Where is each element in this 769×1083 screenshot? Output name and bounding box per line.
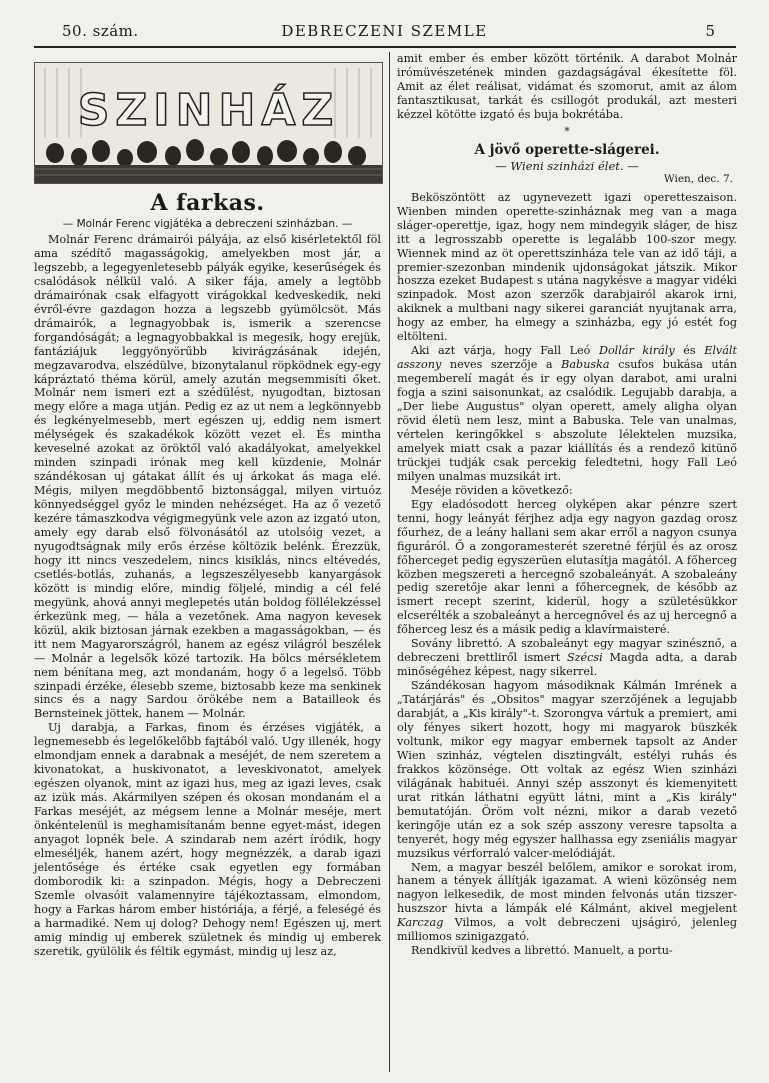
article-paragraph: Nem, a magyar beszél belőlem, amikor e sorokat irom, hanem a tények állítják igazamat. A wieni közönség nem nagyon lelkesedik, de most minden felvonás után tizszer-huszszor hivta a lámpák elé Kálmánt, akivel megjelent Karczag Vilmos, a volt debreczeni ujságiró, jelenleg milliomos szinigazgató. <box>397 860 737 944</box>
article-paragraph: Uj darabja, a Farkas, finom és érzéses vigjáték, a legnemesebb és legelőkelőbb fajtából való. Ugy illenék, hogy elmondjam ennek a darabnak a meséjét, de nem szeretem a kivonatokat, a huskivonatot, a leveskivonatot, amelyek egészen olyanok, mint az igazi hus, meg az igazi leves, csak az izük más. Akármilyen szépen és okosan mondanám el a Farkas meséjét, az mégsem lenne a Molnár meséje, mert önkéntelenül is meghamisítanám benne egyet-mást, idegen anyagot lopnék bele. A szindarab nem azért íródik, hogy elmeséljék, hanem azért, hogy megnézzék, a darab igazi jelentősége és értéke csak egyetlen egy formában domborodik ki: a szinpadon. Mégis, hogy a Debreczeni Szemle olvasóit valamennyire tájékoztassam, elmondom, hogy a Farkas három ember históriája, a férjé, a feleségé és a harmadiké. Nem uj dolog? Dehogy nem! Egészen uj, mert amig mindig uj emberek születnek és mindig uj emberek szeretik, gyülölik és féltik egymást, mindig uj lesz az, <box>34 721 381 958</box>
article-subtitle: — Molnár Ferenc vigjátéka a debreczeni szinházban. — <box>62 218 353 230</box>
name-karczag: Karczag <box>397 916 444 930</box>
dateline-place: — Wieni szinházi élet. — <box>495 158 639 173</box>
page-header <box>0 0 769 44</box>
article-paragraph: Sovány librettó. A szobaleányt egy magyar szinésznő, a debreczeni brettliről ismert Szécsi Magda adta, a darab minőségéhez képest, nagy sikerrel. <box>397 637 737 679</box>
article-paragraph: Szándékosan hagyom másodiknak Kálmán Imrének a „Tatárjárás" és „Obsitos" magyar szerzőjének a legujabb darabját, a „Kis király"-t. Szorongva vártuk a premiert, ami oly fényes sikert hozott, hogy mi magyarok büszkék voltunk, mikor egy magyar embernek tapsolt az Ander Wien szinház, végtelen disztingvált, estélyi ruhás és frakkos közönsége. Ott voltak az egész Wien szinházi világának habituéi. Annyi szép asszonyt és kiemenyitett urat ritkán láthatni együtt látni, mint a „Kis király" bemutatóján. Öröm volt nézni, mikor a darab vezető keringője után ez a sok szép asszony veresre tapsolta a tenyerét, hogy még egyszer hallhassa egy zseniális magyar muzsikus vérforraló valcer-melódiáját. <box>397 679 737 860</box>
article-paragraph: Beköszöntött az ugynevezett igazi operetteszaison. Wienben minden operette-szinháznak meg van a maga sláger-operettje, igaz, hogy nem mindegyik sláger, de hisz itt a legrosszabb operette is legalább 100-szor megy. Wiennek mind az öt operettszinháza tele van az idő táji, a premier-szezonban mindenik ujdonságokat játszik. Mikor hoszza ezeket Budapest s utána nagykésve a magyar vidéki szinpadok. Most azon szerzők darabjairól akarok irni, akiknek a multbani nagy sikerei garanciát nyujtanak arra, hogy az ember, ha elmegy a szinházba, egy jó estét fog eltölteni. <box>397 190 737 344</box>
title-dollar-kiraly: Dollár király <box>598 344 675 358</box>
article-paragraph: Rendkivül kedves a librettó. Manuelt, a portu- <box>411 944 673 958</box>
article-paragraph: Aki azt várja, hogy Fall Leó Dollár király és Elvált asszony neves szerzője a Babuska csufos bukása után megemberelí magát és ir egy olyan darabot, ami uralni fogja a szini saisonunkat, az csalódik. Legujabb darabja, a „Der liebe Augustus" olyan operett, amely aligha olyan rövid életü nem lesz, mint a Babuska. Tele van unalmas, vértelen keringőkkel s abszolute lélektelen muzsika, amelyek miatt csak a pazar kiállítás és a rendező kitünő trückjei tudják csak percekig feledtetni, hogy Fall Leó milyen unalmas muzsikát irt. <box>397 344 737 483</box>
section-separator: * <box>564 124 570 138</box>
page-number: 5 <box>705 22 715 40</box>
left-column <box>34 52 381 959</box>
title-babuska: Babuska <box>561 358 610 372</box>
article-paragraph-continued: amit ember és ember között történik. A darabot Molnár irómüvészetének minden gazdagságával ékesítette föl. Amit az élet reálisat, vidámat és szomorut, amit az álom fantasztikusat, tarkát és csillogót produkál, azt mesteri kézzel kötötte izgató és buja bokrétába. <box>397 52 737 121</box>
header-rule <box>34 46 736 48</box>
article-title: A farkas. <box>150 190 265 216</box>
article-paragraph: Meséje röviden a következő: <box>411 483 573 497</box>
issue-number: 50. szám. <box>62 22 139 40</box>
title-elvalt-asszony: Elvált asszony <box>397 344 737 372</box>
article-title-secondary: A jövő operette-slágerei. <box>474 141 660 158</box>
article-paragraph: Egy eladósodott herceg olyképen akar pénzre szert tenni, hogy leányát férjhez adja egy nagyon gazdag orosz főurhez, de a leány hallani sem akar erről a nagyon csunya figuráról. Ő a zongoramesterét szeretné férjül és az orosz főherceget pedig egyszerüen elutasítja magától. A főherceg közben megszereti a hercegnő szobaleányát. A szobaleány pedig szeretője akar lenni a főhercegnek, de később az ismert recept szerint, kiderül, hogy a születésükkor elcserélték a szobaleányt a hercegnővel és az uj hercegnő a főherceg lesz és a másik pedig a klavírmaisteré. <box>397 497 737 637</box>
journal-title: DEBRECZENI SZEMLE <box>281 22 488 40</box>
article-paragraph: Molnár Ferenc drámairói pályája, az első kisérletektől föl ama szédítő magasságokig, amelyekben most jár, a legszebb, a legegyenletesebb pályák egyike, keserűségek és csalódások nélkül való. A siker fája, amely a legtöbb drámairónak csak elfagyott virágokkal kedveskedik, neki évről-évre gazdagon hozza a legszebb gyümölcsöt. Más drámairók, a legnagyobbak is, ismerik a szerencse forgandóságát; a legnagyobbakkal is megesik, hogy erejük, fantáziájuk leggyönyörűbb kivirágzásának idején, megzavarodva, elszédülve, bizonytalanul röpködnek egy-egy kápráztató théma körül, amely azután megsemmisíti őket. Molnár nem ismeri ezt a szédülést, nyugodtan, biztosan megy előre a maga utján. Pedig ez az ut nem a legkönnyebb és legkényelmesebb, mert egészen uj, eddig nem ismert mélységek és szakadékok között vezet el. És mintha keveselné azokat az öröktől való akadályokat, amelyekkel minden szinpadi irónak meg kell küzdenie, Molnár szándékosan uj gátakat állít és uj árkokat ás maga elé. Mégis, milyen megdöbbentő biztonsággal, milyen virtuóz könnyedséggel győz le minden nehézséget. Ha az ő vezető kezére támaszkodva végigmegyünk vele azon az izgató uton, amely egy darab első fölvonásától az utolsóig vezet, a nyugodtságnak mily erős érzése költözik belénk. Érezzük, hogy itt nincs veszedelem, nincs kisiklás, nincs eltévedés, csetlés-botlás, zuhanás, a legszeszélyesebb kanyargások között is mindig előre, mindig följelé, mindig a cél felé megyünk, ahová annyi meglepetés után boldog föllélekzéssel érkezünk meg, — hála a vezetőnek. Ama nagyon kevesek közül, akik biztosan járnak ezekben a magasságokban, — és itt nem Magyarországról, hanem az egész világról beszélek — Molnár a legelsők közé tartozik. Ha bölcs mérsékletem nem bénítana meg, azt mondanám, hogy ő a legelső. Több szinpadi érzéke, élesebb szeme, biztosabb keze ma senkinek sincs és a nagy Sardou örökébe nem a Batailleok és Bernsteinek jöttek, hanem — Molnár. <box>34 233 381 721</box>
dateline-date: Wien, dec. 7. <box>663 172 733 185</box>
name-szecsi: Szécsi <box>566 651 603 665</box>
banner-title: SZINHÁZ <box>77 85 340 136</box>
right-column <box>397 52 737 958</box>
column-divider <box>389 52 390 1072</box>
theater-banner-illustration <box>34 62 383 184</box>
